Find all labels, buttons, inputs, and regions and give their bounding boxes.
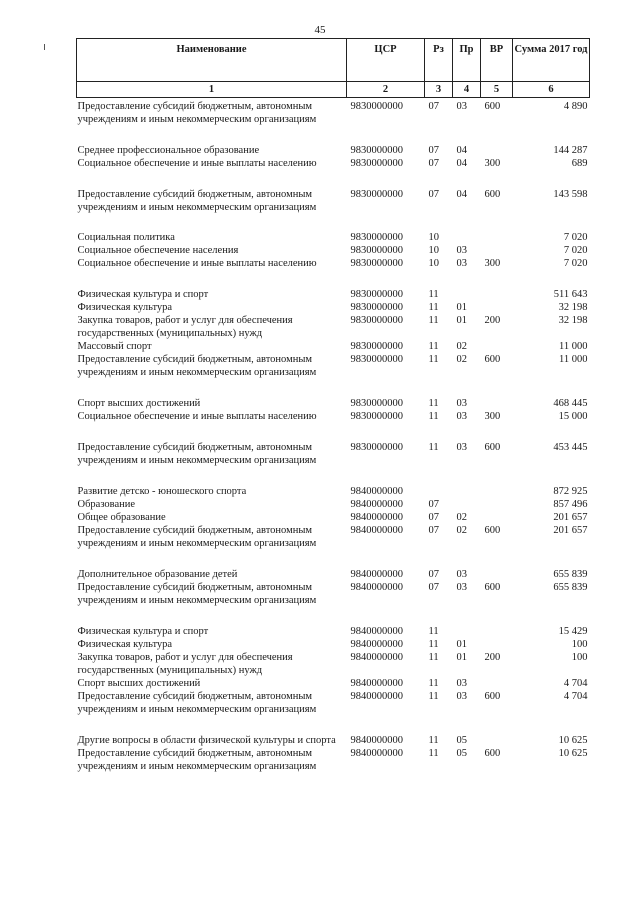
cell-name: Социальное обеспечение и иные выплаты населению bbox=[77, 411, 317, 422]
cell-pr: 01 bbox=[456, 315, 467, 326]
cell-name: Предоставление субсидий бюджетным, автономным учреждениям и иным некоммерческим организациям bbox=[77, 189, 317, 213]
cell-name: Социальная политика bbox=[77, 232, 175, 243]
table-row bbox=[77, 607, 590, 638]
cell-name: Другие вопросы в области физической культуры и спорта bbox=[77, 735, 336, 746]
cell-vr: 300 bbox=[484, 158, 501, 169]
cell-sum: 15 000 bbox=[558, 411, 588, 422]
cell-name: Физическая культура bbox=[77, 302, 173, 313]
cell-pr: 05 bbox=[456, 735, 467, 746]
cell-name: Образование bbox=[77, 499, 136, 510]
cell-vr: 200 bbox=[484, 315, 501, 326]
cell-csr: 9830000000 bbox=[350, 189, 403, 200]
table-row bbox=[77, 257, 590, 270]
column-number-1: 1 bbox=[77, 82, 347, 98]
cell-pr: 02 bbox=[456, 354, 467, 365]
cell-pr bbox=[453, 214, 481, 244]
table-row bbox=[77, 677, 590, 690]
cell-sum: 11 000 bbox=[559, 341, 588, 352]
table-row bbox=[77, 157, 590, 170]
cell-rz: 11 bbox=[428, 398, 439, 409]
cell-csr: 9830000000 bbox=[350, 442, 403, 453]
cell-sum: 655 839 bbox=[553, 582, 588, 593]
cell-name: Социальное обеспечение населения bbox=[77, 245, 239, 256]
cell-vr bbox=[481, 677, 513, 690]
cell-pr: 02 bbox=[456, 341, 467, 352]
cell-name: Закупка товаров, работ и услуг для обеспечения государственных (муниципальных) нужд bbox=[77, 652, 293, 676]
cell-pr: 01 bbox=[456, 652, 467, 663]
cell-vr bbox=[481, 214, 513, 244]
table-row bbox=[77, 467, 590, 498]
table-row bbox=[77, 301, 590, 314]
cell-csr: 9830000000 bbox=[350, 411, 403, 422]
cell-name: Общее образование bbox=[77, 512, 166, 523]
table-row bbox=[77, 170, 590, 214]
cell-vr bbox=[481, 716, 513, 747]
cell-sum: 201 657 bbox=[553, 525, 588, 536]
cell-pr: 03 bbox=[456, 582, 467, 593]
cell-name: Предоставление субсидий бюджетным, автономным учреждениям и иным некоммерческим организациям bbox=[77, 525, 317, 549]
cell-csr: 9830000000 bbox=[350, 354, 403, 365]
cell-sum: 7 020 bbox=[563, 245, 588, 256]
cell-csr: 9830000000 bbox=[350, 398, 403, 409]
table-row bbox=[77, 270, 590, 301]
cell-vr bbox=[481, 244, 513, 257]
cell-name: Предоставление субсидий бюджетным, автономным учреждениям и иным некоммерческим организациям bbox=[77, 691, 317, 715]
cell-rz: 07 bbox=[428, 499, 439, 510]
table-row bbox=[77, 716, 590, 747]
cell-rz: 07 bbox=[428, 569, 439, 580]
cell-rz: 11 bbox=[428, 354, 439, 365]
table-row bbox=[77, 690, 590, 716]
budget-table-sheet bbox=[76, 38, 589, 773]
cell-name: Закупка товаров, работ и услуг для обеспечения государственных (муниципальных) нужд bbox=[77, 315, 293, 339]
cell-sum: 201 657 bbox=[553, 512, 588, 523]
cell-csr: 9840000000 bbox=[350, 582, 403, 593]
cell-vr: 600 bbox=[484, 691, 501, 702]
cell-sum: 7 020 bbox=[563, 232, 588, 243]
cell-sum: 100 bbox=[571, 652, 588, 663]
cell-sum: 10 625 bbox=[558, 735, 588, 746]
cell-csr: 9830000000 bbox=[350, 158, 403, 169]
cell-pr: 02 bbox=[456, 512, 467, 523]
cell-rz: 07 bbox=[428, 101, 439, 112]
table-row bbox=[77, 651, 590, 677]
cell-csr: 9830000000 bbox=[350, 101, 403, 112]
cell-vr bbox=[481, 511, 513, 524]
column-number-5: 5 bbox=[481, 82, 513, 98]
cell-vr bbox=[481, 270, 513, 301]
cell-pr bbox=[453, 607, 481, 638]
cell-vr bbox=[481, 301, 513, 314]
table-row bbox=[77, 498, 590, 511]
cell-name: Физическая культура и спорт bbox=[77, 626, 209, 637]
cell-rz: 07 bbox=[428, 582, 439, 593]
cell-csr: 9830000000 bbox=[350, 289, 403, 300]
cell-vr: 300 bbox=[484, 258, 501, 269]
cell-pr: 01 bbox=[456, 302, 467, 313]
cell-name: Предоставление субсидий бюджетным, автономным учреждениям и иным некоммерческим организациям bbox=[77, 354, 317, 378]
cell-name: Среднее профессиональное образование bbox=[77, 145, 260, 156]
cell-rz: 07 bbox=[428, 189, 439, 200]
cell-sum: 511 643 bbox=[553, 289, 588, 300]
table-row bbox=[77, 340, 590, 353]
cell-csr: 9840000000 bbox=[350, 748, 403, 759]
cell-pr: 04 bbox=[456, 145, 467, 156]
cell-rz: 11 bbox=[428, 315, 439, 326]
cell-rz: 11 bbox=[428, 302, 439, 313]
cell-vr: 600 bbox=[484, 354, 501, 365]
cell-pr: 03 bbox=[456, 101, 467, 112]
table-row bbox=[77, 214, 590, 244]
cell-vr: 600 bbox=[484, 101, 501, 112]
cell-rz: 10 bbox=[428, 245, 439, 256]
cell-pr: 01 bbox=[456, 639, 467, 650]
cell-sum: 453 445 bbox=[553, 442, 588, 453]
cell-vr: 600 bbox=[484, 582, 501, 593]
cell-pr: 03 bbox=[456, 442, 467, 453]
cell-sum: 32 198 bbox=[558, 302, 588, 313]
cell-pr: 03 bbox=[456, 678, 467, 689]
column-header-vr: ВР bbox=[481, 39, 513, 82]
margin-mark bbox=[44, 44, 45, 50]
cell-sum: 857 496 bbox=[553, 499, 588, 510]
cell-vr: 200 bbox=[484, 652, 501, 663]
column-number-4: 4 bbox=[453, 82, 481, 98]
cell-csr: 9840000000 bbox=[350, 499, 403, 510]
cell-name: Социальное обеспечение и иные выплаты населению bbox=[77, 258, 317, 269]
cell-rz: 11 bbox=[428, 735, 439, 746]
cell-name: Дополнительное образование детей bbox=[77, 569, 238, 580]
cell-pr: 03 bbox=[456, 245, 467, 256]
cell-pr: 02 bbox=[456, 525, 467, 536]
table-row bbox=[77, 244, 590, 257]
cell-rz: 11 bbox=[428, 289, 439, 300]
cell-csr: 9830000000 bbox=[350, 341, 403, 352]
cell-sum: 4 890 bbox=[563, 101, 588, 112]
cell-vr bbox=[481, 607, 513, 638]
cell-csr: 9840000000 bbox=[350, 626, 403, 637]
cell-sum: 689 bbox=[571, 158, 588, 169]
cell-csr: 9840000000 bbox=[350, 735, 403, 746]
cell-csr: 9830000000 bbox=[350, 302, 403, 313]
cell-vr: 300 bbox=[484, 411, 501, 422]
table-row bbox=[77, 314, 590, 340]
cell-rz: 07 bbox=[428, 512, 439, 523]
page-number: 45 bbox=[314, 24, 326, 36]
cell-rz: 10 bbox=[428, 232, 439, 243]
cell-pr: 03 bbox=[456, 398, 467, 409]
table-row bbox=[77, 581, 590, 607]
cell-sum: 4 704 bbox=[563, 678, 588, 689]
cell-sum: 144 287 bbox=[553, 145, 588, 156]
cell-rz: 11 bbox=[428, 652, 439, 663]
cell-pr: 03 bbox=[456, 411, 467, 422]
cell-sum: 11 000 bbox=[559, 354, 588, 365]
cell-rz: 11 bbox=[428, 678, 439, 689]
table-header bbox=[77, 39, 590, 98]
cell-pr bbox=[453, 498, 481, 511]
cell-csr: 9840000000 bbox=[350, 512, 403, 523]
table-row bbox=[77, 524, 590, 550]
cell-vr bbox=[481, 498, 513, 511]
table-row bbox=[77, 410, 590, 423]
cell-pr bbox=[453, 270, 481, 301]
column-header-rz: Рз bbox=[425, 39, 453, 82]
budget-table bbox=[76, 38, 590, 773]
column-header-sum: Сумма 2017 год bbox=[513, 39, 590, 82]
cell-vr bbox=[481, 379, 513, 410]
cell-csr: 9830000000 bbox=[350, 315, 403, 326]
cell-rz: 11 bbox=[428, 748, 439, 759]
table-row bbox=[77, 98, 590, 127]
cell-csr: 9840000000 bbox=[350, 678, 403, 689]
cell-csr: 9840000000 bbox=[350, 569, 403, 580]
cell-name: Массовый спорт bbox=[77, 341, 152, 352]
table-row bbox=[77, 379, 590, 410]
cell-name: Предоставление субсидий бюджетным, автономным учреждениям и иным некоммерческим организациям bbox=[77, 748, 317, 772]
table-row bbox=[77, 126, 590, 157]
table-row bbox=[77, 550, 590, 581]
cell-rz: 11 bbox=[428, 411, 439, 422]
cell-sum: 468 445 bbox=[553, 398, 588, 409]
cell-csr: 9840000000 bbox=[350, 691, 403, 702]
cell-vr bbox=[481, 467, 513, 498]
table-row bbox=[77, 353, 590, 379]
cell-csr: 9840000000 bbox=[350, 486, 403, 497]
column-header-pr: Пр bbox=[453, 39, 481, 82]
cell-csr: 9840000000 bbox=[350, 639, 403, 650]
cell-pr: 04 bbox=[456, 189, 467, 200]
cell-vr: 600 bbox=[484, 189, 501, 200]
cell-name: Спорт высших достижений bbox=[77, 398, 201, 409]
cell-sum: 872 925 bbox=[553, 486, 588, 497]
cell-name: Социальное обеспечение и иные выплаты населению bbox=[77, 158, 317, 169]
cell-vr bbox=[481, 126, 513, 157]
column-header-name: Наименование bbox=[77, 39, 347, 82]
cell-pr: 03 bbox=[456, 258, 467, 269]
column-header-csr: ЦСР bbox=[347, 39, 425, 82]
cell-rz: 07 bbox=[428, 525, 439, 536]
table-row bbox=[77, 511, 590, 524]
cell-name: Предоставление субсидий бюджетным, автономным учреждениям и иным некоммерческим организациям bbox=[77, 101, 317, 125]
cell-sum: 7 020 bbox=[563, 258, 588, 269]
cell-pr: 04 bbox=[456, 158, 467, 169]
cell-rz: 11 bbox=[428, 341, 439, 352]
cell-sum: 143 598 bbox=[553, 189, 588, 200]
cell-vr bbox=[481, 340, 513, 353]
cell-vr bbox=[481, 550, 513, 581]
cell-name: Развитие детско - юношеского спорта bbox=[77, 486, 247, 497]
cell-rz: 10 bbox=[428, 258, 439, 269]
cell-rz bbox=[425, 467, 453, 498]
cell-vr: 600 bbox=[484, 525, 501, 536]
cell-rz: 11 bbox=[428, 639, 439, 650]
cell-sum: 15 429 bbox=[558, 626, 588, 637]
cell-rz: 11 bbox=[428, 691, 439, 702]
cell-rz: 11 bbox=[428, 626, 439, 637]
table-row bbox=[77, 747, 590, 773]
table-body bbox=[77, 98, 590, 774]
column-number-2: 2 bbox=[347, 82, 425, 98]
cell-sum: 10 625 bbox=[558, 748, 588, 759]
cell-name: Предоставление субсидий бюджетным, автономным учреждениям и иным некоммерческим организациям bbox=[77, 582, 317, 606]
table-row bbox=[77, 423, 590, 467]
cell-csr: 9840000000 bbox=[350, 525, 403, 536]
cell-rz: 07 bbox=[428, 158, 439, 169]
column-number-6: 6 bbox=[513, 82, 590, 98]
cell-csr: 9830000000 bbox=[350, 232, 403, 243]
cell-pr bbox=[453, 467, 481, 498]
cell-csr: 9830000000 bbox=[350, 145, 403, 156]
cell-name: Спорт высших достижений bbox=[77, 678, 201, 689]
table-row bbox=[77, 638, 590, 651]
cell-pr: 03 bbox=[456, 569, 467, 580]
cell-csr: 9830000000 bbox=[350, 258, 403, 269]
cell-vr: 600 bbox=[484, 442, 501, 453]
cell-vr: 600 bbox=[484, 748, 501, 759]
cell-sum: 655 839 bbox=[553, 569, 588, 580]
cell-name: Физическая культура и спорт bbox=[77, 289, 209, 300]
cell-vr bbox=[481, 638, 513, 651]
cell-pr: 03 bbox=[456, 691, 467, 702]
cell-name: Предоставление субсидий бюджетным, автономным учреждениям и иным некоммерческим организациям bbox=[77, 442, 317, 466]
column-number-3: 3 bbox=[425, 82, 453, 98]
cell-csr: 9830000000 bbox=[350, 245, 403, 256]
cell-pr: 05 bbox=[456, 748, 467, 759]
cell-rz: 07 bbox=[428, 145, 439, 156]
cell-sum: 32 198 bbox=[558, 315, 588, 326]
cell-name: Физическая культура bbox=[77, 639, 173, 650]
cell-sum: 4 704 bbox=[563, 691, 588, 702]
cell-rz: 11 bbox=[428, 442, 439, 453]
cell-sum: 100 bbox=[571, 639, 588, 650]
cell-csr: 9840000000 bbox=[350, 652, 403, 663]
